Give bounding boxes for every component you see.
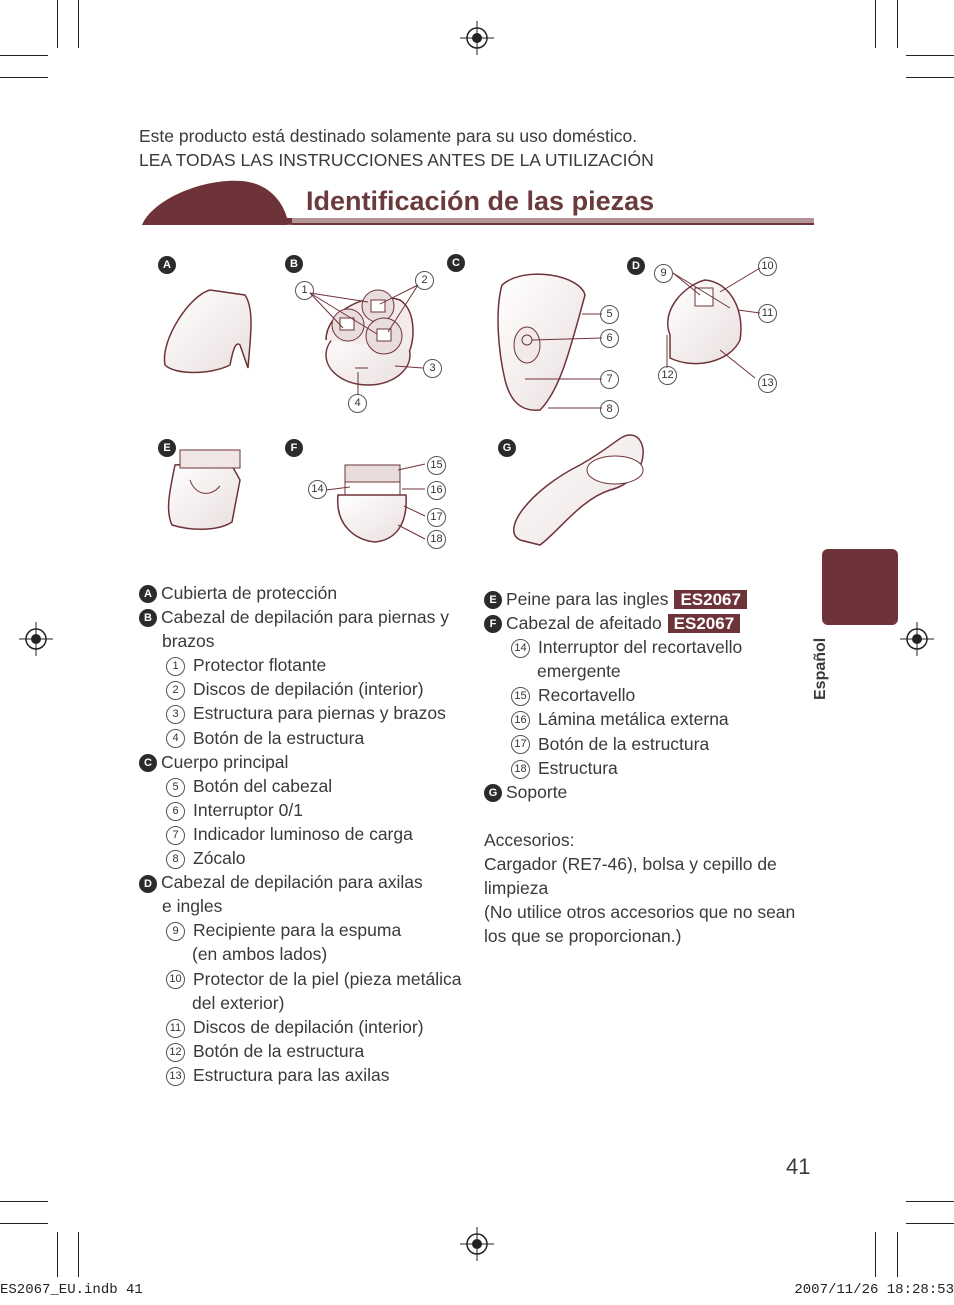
list-item-continuation: e ingles [162,896,223,917]
letter-badge: E [484,591,502,609]
list-item [139,774,474,798]
page-number: 41 [786,1154,811,1179]
letter-badge: C [139,754,157,772]
language-label: Español [812,637,829,700]
parts-list-left [139,581,474,1087]
list-item-label: Cabezal de depilación para piernas y [161,607,449,628]
list-item [139,701,474,725]
list-item-label: Botón de la estructura [538,733,710,754]
list-item-label: Recipiente para la espuma [193,920,402,941]
diagram-label-a: A [158,256,176,274]
diagram-number-12: 12 [658,366,677,385]
list-item [139,1063,474,1087]
diagram-label-e: E [158,439,176,457]
registration-mark-icon [460,1227,494,1261]
model-badge: ES2067 [668,614,741,633]
number-badge: 8 [166,850,185,869]
diagram-number-3: 3 [423,359,442,378]
list-item-continuation: emergente [537,661,621,682]
diagram-number-2: 2 [415,271,434,290]
diagram-number-5: 5 [600,305,619,324]
diagram-number-16: 16 [427,481,446,500]
list-item-label: Recortavello [538,685,636,706]
shaving-head-illustration [326,464,425,542]
diagram-number-15: 15 [427,456,446,475]
list-item-label: Interruptor 0/1 [193,799,303,820]
number-badge: 17 [511,735,530,754]
list-item [139,677,474,701]
diagram-number-13: 13 [758,374,777,393]
number-badge: 1 [166,657,185,676]
number-badge: 2 [166,681,185,700]
bikini-comb-illustration [169,450,240,529]
list-item-label: Discos de depilación (interior) [193,1016,424,1037]
letter-badge: B [139,609,157,627]
list-item [484,611,814,635]
language-tab [822,549,898,625]
diagram-number-17: 17 [427,508,446,527]
list-item [139,918,474,942]
legs-head-illustration [310,285,423,395]
list-item [139,967,474,991]
number-badge: 15 [511,687,530,706]
intro-line-1: Este producto está destinado solamente para su uso doméstico. [139,126,638,146]
parts-diagram [140,240,820,570]
page-title: Identificación de las piezas [306,186,655,216]
registration-mark-icon [900,622,934,656]
spacer [484,804,814,828]
intro-text [139,124,654,172]
list-item-label: Cabezal de depilación para axilas [161,872,423,893]
diagram-number-8: 8 [600,400,619,419]
list-item-label: Cabezal de afeitado [506,613,662,634]
number-badge: 10 [166,970,185,989]
accessories-line: Cargador (RE7-46), bolsa y cepillo de [484,853,777,874]
accessories-line: (No utilice otros accesorios que no sean [484,902,796,923]
number-badge: 7 [166,826,185,845]
letter-badge: G [484,784,502,802]
diagram-number-11: 11 [758,304,777,323]
parts-list-right [484,587,814,948]
number-badge: 11 [166,1019,185,1038]
stand-illustration [514,435,643,545]
accessories-heading: Accesorios: [484,829,575,850]
diagram-label-f: F [285,439,303,457]
intro-line-2: LEA TODAS LAS INSTRUCCIONES ANTES DE LA UTILIZACIÓN [139,150,654,170]
diagram-label-g: G [498,439,516,457]
list-item-label: Botón del cabezal [193,775,333,796]
list-item [484,756,814,780]
protective-cover-illustration [164,290,251,373]
diagram-number-7: 7 [600,370,619,389]
list-item [139,581,474,605]
list-item-continuation: del exterior) [192,992,285,1013]
list-item [139,605,474,629]
list-item [139,1039,474,1063]
list-item [139,726,474,750]
letter-badge: D [139,875,157,893]
list-item-label: Estructura para las axilas [193,1064,390,1085]
list-item [139,653,474,677]
diagram-label-c: C [447,254,465,272]
number-badge: 4 [166,729,185,748]
list-item-label: Soporte [506,781,568,802]
diagram-number-14: 14 [308,480,327,499]
list-item [484,683,814,707]
model-badge: ES2067 [674,590,747,609]
number-badge: 3 [166,705,185,724]
diagram-label-d: D [627,257,645,275]
number-badge: 14 [511,639,530,658]
diagram-number-9: 9 [654,264,673,283]
registration-mark-icon [460,21,494,55]
number-badge: 12 [166,1043,185,1062]
list-item [139,846,474,870]
main-body-illustration [498,274,602,410]
list-item-label: Botón de la estructura [193,1040,365,1061]
list-item-label: Protector flotante [193,655,327,676]
footer-timestamp: 2007/11/26 18:28:53 [794,1282,954,1298]
letter-badge: F [484,615,502,633]
list-item-label: Cubierta de protección [161,583,338,603]
list-item-continuation: brazos [162,631,215,652]
diagram-number-18: 18 [427,530,446,549]
diagram-number-10: 10 [758,257,777,276]
list-item [484,732,814,756]
number-badge: 13 [166,1067,185,1086]
list-item [139,750,474,774]
list-item [484,780,814,804]
armpit-head-illustration [667,268,760,378]
list-item-label: Zócalo [193,848,246,869]
number-badge: 5 [166,778,185,797]
list-item-label: Botón de la estructura [193,727,365,748]
diagram-number-6: 6 [600,329,619,348]
list-item [484,635,814,659]
diagram-number-1: 1 [295,281,314,300]
number-badge: 9 [166,922,185,941]
list-item-label: Interruptor del recortavello [538,637,743,658]
number-badge: 6 [166,802,185,821]
registration-mark-icon [19,622,53,656]
footer-file-info: ES2067_EU.indb 41 [0,1282,143,1298]
list-item-label: Indicador luminoso de carga [193,823,413,844]
accessories-line: limpieza [484,878,549,899]
list-item [139,870,474,894]
diagram-label-b: B [285,255,303,273]
number-badge: 16 [511,711,530,730]
list-item-label: Estructura [538,757,618,778]
diagram-number-4: 4 [348,394,367,413]
list-item-label: Protector de la piel (pieza metálica [193,968,462,989]
list-item-label: Lámina metálica externa [538,709,729,730]
list-item-label: Estructura para piernas y brazos [193,703,446,724]
list-item [139,1015,474,1039]
list-item-label: Discos de depilación (interior) [193,679,424,700]
list-item [139,822,474,846]
list-item-label: Peine para las ingles [506,589,669,609]
list-item-label: Cuerpo principal [161,751,289,772]
list-item [484,707,814,731]
letter-badge: A [139,585,157,603]
list-item [484,587,814,611]
number-badge: 18 [511,760,530,779]
list-item-continuation: (en ambos lados) [192,944,328,965]
list-item [139,798,474,822]
accessories-line: los que se proporcionan.) [484,926,682,947]
